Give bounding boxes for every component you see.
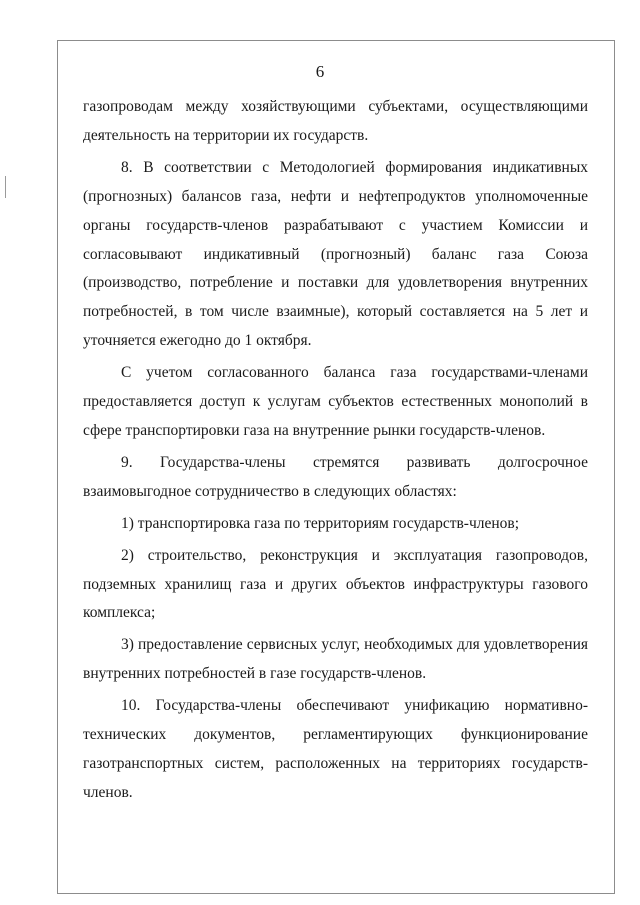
list-item-1: 1) транспортировка газа по территориям государств-членов; (121, 514, 520, 532)
page-number: 6 (315, 62, 325, 81)
paragraph-item-8: 8. В соответствии с Методологией формирования индикативных (прогнозных) балансов газа, нефти и нефтепродуктов уполномоченные органы государств-членов разрабатывают с участием Комиссии и согласовывают индикативный (прогнозный) баланс газа Союза (производство, потребление и поставки для удовлетворения внутренних потребностей, в том числе взаимные), который составляется на 5 лет и уточняется ежегодно до 1 октября. (83, 158, 588, 350)
paragraph-gas-balance-access: С учетом согласованного баланса газа государствами-членами предоставляется доступ к услугам субъектов естественных монополий в сфере транспортировки газа на внутренние рынки государств-членов. (83, 364, 588, 439)
margin-mark (5, 176, 6, 198)
paragraph-continuation: газопроводам между хозяйствующими субъектами, осуществляющими деятельность на территории их государств. (83, 98, 588, 144)
paragraph-item-9: 9. Государства-члены стремятся развивать долгосрочное взаимовыгодное сотрудничество в следующих областях: (83, 453, 588, 500)
paragraph-item-10: 10. Государства-члены обеспечивают унификацию нормативно-технических документов, регламентирующих функционирование газотранспортных систем, расположенных на территориях государств-членов. (83, 697, 588, 801)
list-item-3: 3) предоставление сервисных услуг, необходимых для удовлетворения внутренних потребностей в газе государств-членов. (83, 636, 588, 683)
list-item-2: 2) строительство, реконструкция и эксплуатация газопроводов, подземных хранилищ газа и других объектов инфраструктуры газового комплекса; (83, 546, 588, 622)
document-body (83, 93, 588, 808)
